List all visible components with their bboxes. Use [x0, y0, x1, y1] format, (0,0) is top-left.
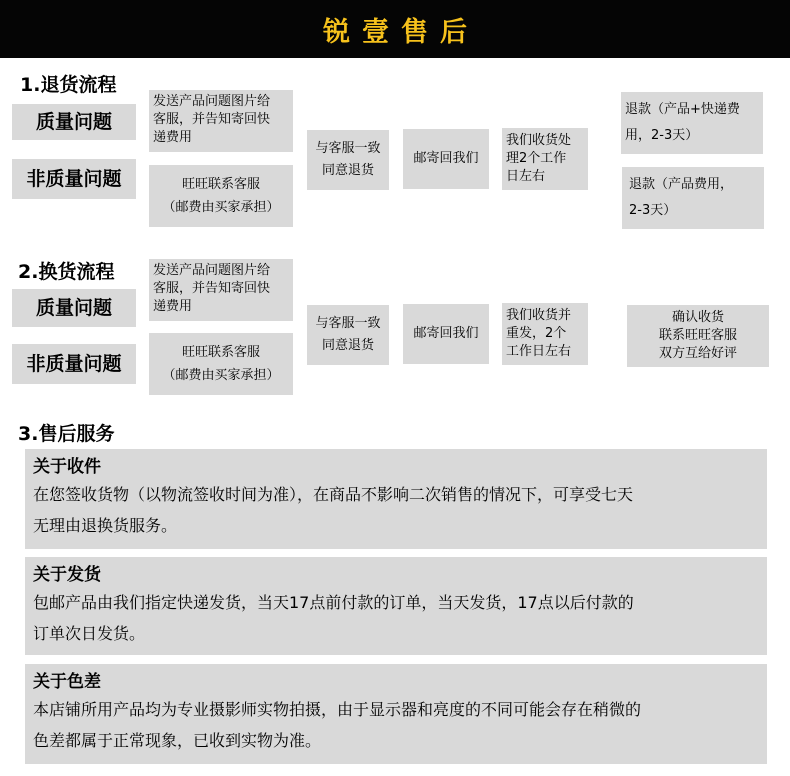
step-line: 用，2-3天） — [625, 128, 699, 143]
step-line: （邮费由买家承担） — [162, 200, 280, 215]
exchange-confirm-step — [627, 305, 769, 367]
step-line: 双方互给好评 — [658, 346, 737, 361]
step-line: 理2个工作 — [506, 151, 567, 166]
return-processing-step — [502, 128, 588, 190]
exchange-agree-step — [307, 305, 389, 365]
step-line: 日左右 — [506, 169, 546, 184]
card-line: 色差都属于正常现象，已收到实物为准。 — [33, 731, 322, 750]
return-quality-step — [149, 90, 293, 152]
step-line: 工作日左右 — [506, 344, 572, 359]
exchange-non-quality-label: 非质量问题 — [12, 344, 136, 384]
card-line: 本店铺所用产品均为专业摄影师实物拍摄，由于显示器和亮度的不同可能会存在稍微的 — [33, 700, 642, 719]
step-line: 发送产品问题图片给 — [153, 94, 271, 109]
step-line: 重发，2个 — [506, 326, 567, 341]
exchange-mail-back-step — [403, 304, 489, 364]
return-refund-full-step — [621, 92, 763, 154]
card-line: 在您签收货物（以物流签收时间为准），在商品不影响二次销售的情况下，可享受七天 — [33, 485, 634, 504]
return-refund-product-step — [622, 167, 764, 229]
shipping-card — [25, 557, 767, 655]
card-line: 订单次日发货。 — [33, 624, 146, 643]
color-card — [25, 664, 767, 764]
return-non-quality-label: 非质量问题 — [12, 159, 136, 199]
card-line: 包邮产品由我们指定快递发货，当天17点前付款的订单，当天发货，17点以后付款的 — [33, 593, 634, 612]
step-line: 我们收货并 — [506, 308, 572, 323]
return-quality-label: 质量问题 — [12, 104, 136, 140]
card-line: 无理由退换货服务。 — [33, 516, 178, 535]
color-card-title: 关于色差 — [33, 672, 101, 692]
step-line: 退款（产品费用， — [629, 177, 734, 192]
step-line: 退款（产品+快递费 — [625, 102, 740, 117]
return-mail-back-step — [403, 129, 489, 189]
step-line: 同意退货 — [321, 163, 374, 178]
step-line: 邮寄回我们 — [413, 326, 479, 341]
return-process-title: 1.退货流程 — [20, 74, 117, 96]
step-line: 旺旺联系客服 — [181, 177, 260, 192]
step-line: 递费用 — [153, 299, 193, 314]
step-line: 递费用 — [153, 130, 193, 145]
page-header — [0, 0, 790, 58]
step-line: （邮费由买家承担） — [162, 368, 280, 383]
step-line: 旺旺联系客服 — [181, 345, 260, 360]
step-line: 客服，并告知寄回快 — [153, 112, 271, 127]
shipping-card-title: 关于发货 — [33, 565, 101, 585]
step-line: 确认收货 — [671, 310, 724, 325]
step-line: 联系旺旺客服 — [658, 328, 737, 343]
step-line: 发送产品问题图片给 — [153, 263, 271, 278]
receipt-card-title: 关于收件 — [33, 457, 101, 477]
shipping-card-body — [33, 587, 757, 649]
exchange-non-quality-step — [149, 333, 293, 395]
step-line: 与客服一致 — [315, 141, 381, 156]
return-agree-step — [307, 130, 389, 190]
return-non-quality-step — [149, 165, 293, 227]
after-sales-title: 3.售后服务 — [18, 423, 115, 445]
step-line: 邮寄回我们 — [413, 151, 479, 166]
step-line: 客服，并告知寄回快 — [153, 281, 271, 296]
step-line: 2-3天） — [629, 203, 677, 218]
exchange-quality-label: 质量问题 — [12, 289, 136, 327]
step-line: 同意退货 — [321, 338, 374, 353]
step-line: 与客服一致 — [315, 316, 381, 331]
step-line: 我们收货处 — [506, 133, 572, 148]
exchange-quality-step — [149, 259, 293, 321]
color-card-body — [33, 694, 757, 756]
exchange-processing-step — [502, 303, 588, 365]
receipt-card — [25, 449, 767, 549]
page-title: 锐壹售后 — [323, 16, 479, 48]
receipt-card-body — [33, 479, 757, 541]
exchange-process-title: 2.换货流程 — [18, 261, 115, 283]
